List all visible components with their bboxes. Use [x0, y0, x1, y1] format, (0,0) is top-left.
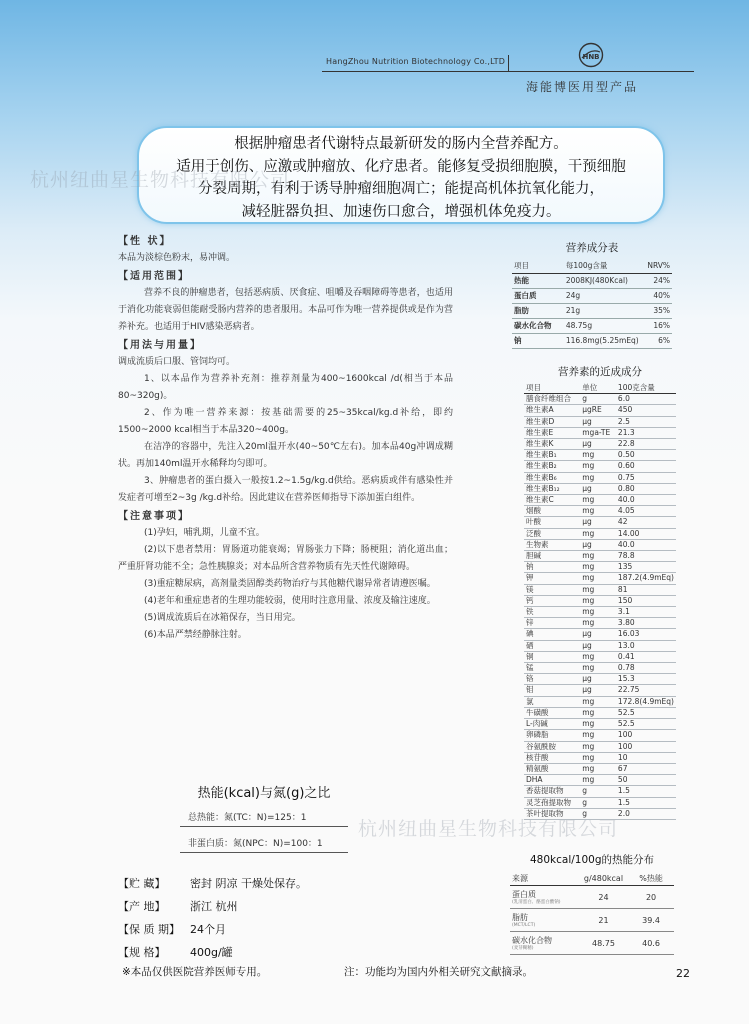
source-detail: (麦芽糊精): [512, 946, 534, 951]
table-cell: 维生素E: [524, 427, 580, 438]
table-row: [524, 573, 676, 584]
source-detail: (乳清蛋白、酪蛋白酸钠): [512, 900, 561, 905]
table-cell: 24g: [564, 289, 641, 304]
header-divider-vertical: [508, 55, 509, 71]
notes-line: (2)以下患者禁用：胃肠道功能衰竭；胃肠张力下降；肠梗阻；消化道出血；严重肝肾功能不全；急性胰腺炎；对本品所含营养物质有先天性代谢障碍。: [118, 545, 453, 572]
storage-value: 密封 阴凉 干燥处保存。: [190, 877, 307, 890]
table-cell: mg: [580, 450, 616, 461]
table-cell: 牛磺酸: [524, 707, 580, 718]
table-cell: 16.03: [616, 629, 676, 640]
notes-line: (5)调成流质后在冰箱保存，当日用完。: [144, 613, 301, 623]
table-cell: 48.75: [579, 932, 628, 955]
traits-text: 本品为淡棕色粉末，易冲调。: [118, 253, 236, 263]
traits-heading: 【性 状】: [118, 236, 172, 247]
table-row: [512, 274, 672, 289]
notes-line: (3)重症糖尿病，高剂量类固醇类药物治疗与其他糖代谢异常者请遵医嘱。: [144, 579, 436, 589]
table-cell: mg: [580, 752, 616, 763]
storage-key: 【产 地】: [118, 900, 166, 913]
ratio-title: 热能(kcal)与氮(g)之比: [197, 786, 331, 801]
energy-distribution-table: [510, 852, 674, 955]
table-cell: 21.3: [616, 427, 676, 438]
table-row: [524, 539, 676, 550]
table-cell: 116.8mg(5.25mEq): [564, 334, 641, 349]
table-row: [524, 450, 676, 461]
table-cell: mg: [580, 741, 616, 752]
table-cell: μg: [580, 517, 616, 528]
table-cell: mg: [580, 495, 616, 506]
table-cell: 钾: [524, 573, 580, 584]
table-cell: 钙: [524, 595, 580, 606]
table-cell: 3.1: [616, 607, 676, 618]
table-cell: mg: [580, 506, 616, 517]
table-cell: 21: [579, 909, 628, 932]
table-cell: g: [580, 786, 616, 797]
table-row: [524, 551, 676, 562]
table-cell: μg: [580, 685, 616, 696]
hnb-logo-icon: [578, 42, 604, 68]
table-row: [510, 909, 674, 932]
nutrient-composition-table: [524, 364, 676, 820]
energy-table-grid: [510, 871, 674, 955]
table-cell: 0.60: [616, 461, 676, 472]
table-cell: 碳水化合物: [512, 319, 564, 334]
table-cell: [510, 932, 579, 955]
table-cell: 52.5: [616, 719, 676, 730]
table-cell: 维生素B₁₂: [524, 483, 580, 494]
header-divider: [322, 71, 694, 72]
table-header-cell: 每100g含量: [564, 259, 641, 274]
source-name: 碳水化合物: [512, 936, 552, 945]
table-cell: 维生素C: [524, 495, 580, 506]
table-row: [524, 416, 676, 427]
banner-line: 适用于创伤、应激或肿瘤放、化疗患者。能修复受损细胞膜，干预细胞: [176, 158, 626, 175]
table-cell: mg: [580, 595, 616, 606]
table-cell: 50: [616, 775, 676, 786]
svg-text:HNB: HNB: [582, 53, 600, 61]
table-cell: 锰: [524, 663, 580, 674]
table-cell: 67: [616, 763, 676, 774]
table-cell: 灵芝孢提取物: [524, 797, 580, 808]
table-header-cell: 来源: [510, 871, 579, 886]
table-row: [524, 439, 676, 450]
table-cell: 烟酸: [524, 506, 580, 517]
table-cell: 40.0: [616, 495, 676, 506]
energy-nitrogen-ratio: [180, 782, 348, 859]
table-cell: g: [580, 808, 616, 819]
company-name: HangZhou Nutrition Biotechnology Co.,LTD: [326, 57, 506, 66]
table-cell: 1.5: [616, 786, 676, 797]
table-row: [524, 394, 676, 405]
table-cell: L-肉碱: [524, 719, 580, 730]
table-cell: μgRE: [580, 405, 616, 416]
scope-heading: 【适用范围】: [118, 271, 190, 282]
table-cell: 维生素B₂: [524, 461, 580, 472]
table-cell: 镁: [524, 584, 580, 595]
table-cell: 22.75: [616, 685, 676, 696]
table-cell: 172.8(4.9mEq): [616, 696, 676, 707]
table-cell: 24%: [641, 274, 672, 289]
table-row: [524, 595, 676, 606]
table-row: [524, 584, 676, 595]
table-header-cell: g/480kcal: [579, 871, 628, 886]
notes-heading: 【注意事项】: [118, 511, 190, 522]
table-cell: g: [580, 394, 616, 405]
table-row: [510, 932, 674, 955]
table-row: [524, 730, 676, 741]
table-cell: 187.2(4.9mEq): [616, 573, 676, 584]
table-cell: 39.4: [628, 909, 674, 932]
shelf-life-row: [118, 918, 307, 941]
table-cell: 碘: [524, 629, 580, 640]
ratio-row: 非蛋白质：氮(NPC：N)=100：1: [180, 833, 348, 853]
table-header-row: [524, 383, 676, 394]
table-cell: 100: [616, 741, 676, 752]
banner-line: 分裂周期，有利于诱导肿瘤细胞凋亡；能提高机体抗氧化能力，: [198, 181, 604, 197]
watermark: 杭州纽曲星生物科技有限公司: [30, 169, 291, 191]
table-row: [524, 427, 676, 438]
table-cell: 锌: [524, 618, 580, 629]
table-cell: 0.78: [616, 663, 676, 674]
table-cell: 维生素K: [524, 439, 580, 450]
table-cell: 135: [616, 562, 676, 573]
table-cell: 茶叶提取物: [524, 808, 580, 819]
ratio-row: 总热能：氮(TC：N)=125：1: [180, 807, 348, 827]
table-cell: μg: [580, 483, 616, 494]
source-name: 蛋白质: [512, 890, 536, 899]
storage-key: 【规 格】: [118, 946, 166, 959]
table-cell: 膳食纤维组合: [524, 394, 580, 405]
watermark: 杭州纽曲星生物科技有限公司: [358, 818, 619, 840]
table-cell: 2008KJ(480Kcal): [564, 274, 641, 289]
product-description: [118, 232, 453, 644]
table-cell: mg: [580, 528, 616, 539]
spec-row: [118, 941, 307, 964]
table-cell: 维生素D: [524, 416, 580, 427]
table-cell: mg: [580, 707, 616, 718]
banner-line: 根据肿瘤患者代谢特点最新研发的肠内全营养配方。: [234, 136, 568, 152]
storage-value: 24个月: [190, 923, 226, 936]
table-cell: 450: [616, 405, 676, 416]
table-row: [524, 405, 676, 416]
footer-note-right: 注：功能均为国内外相关研究文献摘录。: [344, 966, 533, 978]
table-row: [512, 319, 672, 334]
table-row: [512, 334, 672, 349]
table-cell: mg: [580, 584, 616, 595]
table-row: [524, 506, 676, 517]
table-cell: 硒: [524, 640, 580, 651]
table-cell: 1.5: [616, 797, 676, 808]
table-row: [524, 640, 676, 651]
table-cell: 42: [616, 517, 676, 528]
table-cell: 22.8: [616, 439, 676, 450]
table-cell: 78.8: [616, 551, 676, 562]
table-cell: 35%: [641, 304, 672, 319]
table-cell: DHA: [524, 775, 580, 786]
table-row: [512, 304, 672, 319]
notes-line: (1)孕妇，哺乳期，儿童不宜。: [144, 528, 265, 538]
table-title: 营养成分表: [565, 242, 619, 254]
table-cell: 16%: [641, 319, 672, 334]
table-header-row: [512, 259, 672, 274]
table-cell: mg: [580, 696, 616, 707]
table-cell: mga-TE: [580, 427, 616, 438]
notes-line: (4)老年和重症患者的生理功能较弱，使用时注意用量、浓度及输注速度。: [144, 596, 436, 606]
table-cell: 2.0: [616, 808, 676, 819]
scope-text: 营养不良的肿瘤患者，包括恶病质、厌食症、咀嚼及吞咽障碍等患者，也适用于消化功能衰弱但能耐受肠内营养的患者服用。本品可作为唯一营养提供或是作为营养补充。也适用于HIV感染恶病者。: [118, 288, 453, 332]
table-row: [524, 607, 676, 618]
table-cell: 40.6: [628, 932, 674, 955]
table-header-cell: NRV%: [641, 259, 672, 274]
table-cell: mg: [580, 730, 616, 741]
banner-line: 减轻脏器负担、加速伤口愈合，增强机体免疫力。: [241, 203, 561, 220]
table-cell: mg: [580, 607, 616, 618]
table-cell: 20: [628, 886, 674, 909]
table-cell: 0.75: [616, 472, 676, 483]
table-cell: 15.3: [616, 674, 676, 685]
table-header-row: [510, 871, 674, 886]
table-row: [524, 775, 676, 786]
table-cell: 48.75g: [564, 319, 641, 334]
table-row: [524, 495, 676, 506]
table-row: [524, 472, 676, 483]
table-row: [524, 808, 676, 819]
table-row: [524, 741, 676, 752]
table-cell: 泛酸: [524, 528, 580, 539]
table-cell: 4.05: [616, 506, 676, 517]
table-cell: 维生素B₁: [524, 450, 580, 461]
table-row: [524, 483, 676, 494]
table-cell: 铬: [524, 674, 580, 685]
table-cell: 81: [616, 584, 676, 595]
table-cell: 谷氨酰胺: [524, 741, 580, 752]
storage-value: 400g/罐: [190, 946, 233, 959]
table-cell: 0.41: [616, 651, 676, 662]
table-cell: mg: [580, 719, 616, 730]
table-cell: 6.0: [616, 394, 676, 405]
table-cell: μg: [580, 640, 616, 651]
table-cell: 氯: [524, 696, 580, 707]
table-cell: 24: [579, 886, 628, 909]
table-cell: mg: [580, 618, 616, 629]
table-row: [524, 618, 676, 629]
table-cell: 0.80: [616, 483, 676, 494]
table-row: [524, 763, 676, 774]
table-row: [524, 797, 676, 808]
table-cell: 香菇提取物: [524, 786, 580, 797]
table-cell: μg: [580, 439, 616, 450]
table-cell: 脂肪: [512, 304, 564, 319]
table-cell: 100: [616, 730, 676, 741]
table-cell: μg: [580, 416, 616, 427]
table-cell: 核苷酸: [524, 752, 580, 763]
table-cell: 维生素B₆: [524, 472, 580, 483]
origin-row: [118, 895, 307, 918]
usage-line: 1、以本品作为营养补充剂：推荐剂量为400~1600kcal /d(相当于本品80~320g)。: [118, 374, 453, 401]
table-row: [512, 289, 672, 304]
table-cell: 14.00: [616, 528, 676, 539]
table-cell: 维生素A: [524, 405, 580, 416]
table-cell: 铜: [524, 651, 580, 662]
table-cell: mg: [580, 775, 616, 786]
table-cell: 精氨酸: [524, 763, 580, 774]
table-cell: 3.80: [616, 618, 676, 629]
table-cell: 钼: [524, 685, 580, 696]
table-cell: [510, 886, 579, 909]
storage-value: 浙江 杭州: [190, 900, 238, 913]
table-cell: 铁: [524, 607, 580, 618]
table-cell: mg: [580, 663, 616, 674]
table-row: [524, 562, 676, 573]
table-cell: 生物素: [524, 539, 580, 550]
table-cell: μg: [580, 539, 616, 550]
table-row: [524, 707, 676, 718]
table-cell: mg: [580, 763, 616, 774]
table-cell: 52.5: [616, 707, 676, 718]
table-row: [524, 685, 676, 696]
table-title: 营养素的近成成分: [558, 366, 642, 378]
table-cell: mg: [580, 551, 616, 562]
table-cell: 0.50: [616, 450, 676, 461]
source-detail: (MCT/LCT): [512, 923, 536, 928]
table-cell: μg: [580, 674, 616, 685]
table-row: [524, 674, 676, 685]
table-cell: 热能: [512, 274, 564, 289]
nutrition-table-grid: [512, 259, 672, 349]
table-cell: 13.0: [616, 640, 676, 651]
table-cell: 钠: [524, 562, 580, 573]
table-cell: mg: [580, 562, 616, 573]
table-title: 480kcal/100g的热能分布: [530, 854, 654, 866]
table-cell: mg: [580, 472, 616, 483]
page-number: 22: [676, 967, 690, 980]
table-cell: [510, 909, 579, 932]
table-cell: mg: [580, 461, 616, 472]
storage-row: [118, 872, 307, 895]
table-cell: 10: [616, 752, 676, 763]
table-cell: 叶酸: [524, 517, 580, 528]
table-cell: 21g: [564, 304, 641, 319]
table-cell: μg: [580, 629, 616, 640]
footer-note-left: ※本品仅供医院营养医师专用。: [122, 966, 268, 978]
table-cell: g: [580, 797, 616, 808]
table-header-cell: %热能: [628, 871, 674, 886]
table-header-cell: 单位: [580, 383, 616, 394]
table-cell: mg: [580, 651, 616, 662]
usage-line: 3、肿瘤患者的蛋白摄入一般按1.2~1.5g/kg.d供给。恶病质或伴有感染性并发症者可增至2~3g /kg.d补给。因此建议在营养医师指导下添加蛋白组件。: [118, 476, 453, 503]
source-name: 脂肪: [512, 913, 528, 922]
table-row: [524, 528, 676, 539]
table-header-cell: 项目: [524, 383, 580, 394]
nutrient-table-grid: [524, 383, 676, 820]
product-line-title: 海能博医用型产品: [526, 80, 639, 94]
table-row: [524, 651, 676, 662]
table-row: [510, 886, 674, 909]
table-row: [524, 461, 676, 472]
nutrition-facts-table: [512, 240, 672, 349]
usage-line: 2、作为唯一营养来源：按基础需要的25~35kcal/kg.d补给，即约1500~2000 kcal相当于本品320~400g。: [118, 408, 453, 435]
table-row: [524, 696, 676, 707]
table-cell: 钠: [512, 334, 564, 349]
storage-key: 【保 质 期】: [118, 923, 180, 936]
table-row: [524, 719, 676, 730]
table-cell: 蛋白质: [512, 289, 564, 304]
usage-line: 在洁净的容器中，先注入20ml温开水(40~50℃左右)。加本品40g冲调成糊状。再加140ml温开水稀释均匀即可。: [118, 442, 453, 469]
storage-key: 【贮 藏】: [118, 877, 166, 890]
usage-heading: 【用法与用量】: [118, 340, 202, 351]
table-row: [524, 786, 676, 797]
table-cell: 胆碱: [524, 551, 580, 562]
table-cell: 150: [616, 595, 676, 606]
table-cell: 2.5: [616, 416, 676, 427]
table-cell: 卵磷脂: [524, 730, 580, 741]
table-header-cell: 100克含量: [616, 383, 676, 394]
table-header-cell: 项目: [512, 259, 564, 274]
notes-line: (6)本品严禁经静脉注射。: [144, 630, 247, 640]
table-row: [524, 663, 676, 674]
table-cell: 40%: [641, 289, 672, 304]
usage-line: 调成流质后口服、管饲均可。: [118, 357, 236, 367]
table-cell: mg: [580, 573, 616, 584]
table-row: [524, 752, 676, 763]
storage-info: [118, 872, 307, 964]
table-row: [524, 517, 676, 528]
table-row: [524, 629, 676, 640]
table-cell: 40.0: [616, 539, 676, 550]
table-cell: 6%: [641, 334, 672, 349]
